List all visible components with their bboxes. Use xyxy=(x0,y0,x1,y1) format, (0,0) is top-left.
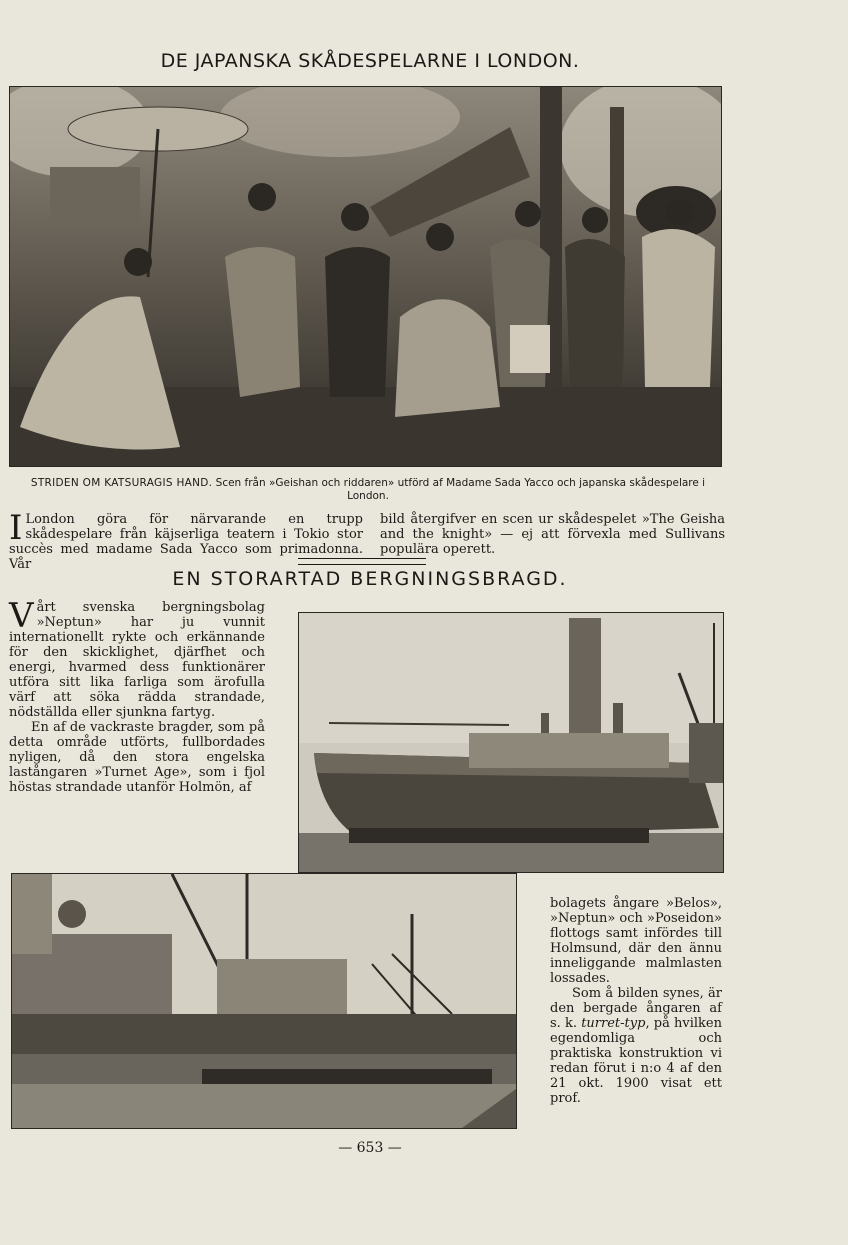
dropcap-v: V xyxy=(9,596,34,636)
dropcap-i: I xyxy=(9,508,23,548)
article2-right-column xyxy=(550,896,722,1106)
para4-text-start: Som å bilden synes, är den bergade ångaren af s. k. xyxy=(550,986,722,1031)
article1-right-column xyxy=(380,512,725,557)
photo-caption xyxy=(14,477,722,503)
para4-text-end: , på hvilken egendomliga och praktiska konstruktion vi redan förut i n:o 4 af den 21 okt. 1900 visat ett prof. xyxy=(550,1016,722,1106)
caption-text: Scen från »Geishan och riddaren» utförd af Madame Sada Yacco och japanska skådespelare i London. xyxy=(215,477,706,502)
ship-at-quay-photo xyxy=(11,873,517,1129)
article2-para2: En af de vackraste bragder, som på detta område utförts, fullbordades nyligen, då den stora engelska lastångaren »Turnet Age», som i fjol höstas strandade utanför Holmön, af xyxy=(9,720,265,795)
caption-heading: STRIDEN OM KATSURAGIS HAND. xyxy=(30,477,213,489)
section-divider xyxy=(298,558,426,565)
article2-title: EN STORARTAD BERGNINGSBRAGD. xyxy=(172,568,568,590)
article2-para4 xyxy=(550,986,722,1106)
salvaged-steamer-photo xyxy=(298,612,724,873)
page-number: — 653 — xyxy=(338,1140,402,1156)
article2-para1: årt svenska bergningsbolag »Neptun» har ju vunnit internationellt rykte och erkännande för den skicklighet, djärfhet och energi, hvarmed dess funktionärer utföra sitt lika farliga som ärofulla värf att söka rädda strandade, nödställda eller sjunkna fartyg. xyxy=(9,600,265,720)
article2-left-column xyxy=(9,596,265,795)
para4-emphasis: turret-typ xyxy=(581,1016,646,1031)
article2-para3: bolagets ångare »Belos», »Neptun» och »Poseidon» flottogs samt infördes till Holmsund, där den ännu inneliggande malmlasten lossades. xyxy=(550,896,723,986)
article1-left-text: London göra för närvarande en trupp skådespelare från käjserliga teatern i Tokio stor succès med madame Sada Yacco som primadonna. Vår xyxy=(9,512,363,572)
theatre-scene-photo xyxy=(9,86,722,467)
article-title: DE JAPANSKA SKÅDESPELARNE I LONDON. xyxy=(160,50,580,72)
article1-right-text: bild återgifver en scen ur skådespelet »The Geisha and the knight» — ej att förvexla med Sullivans populära operett. xyxy=(380,512,725,557)
